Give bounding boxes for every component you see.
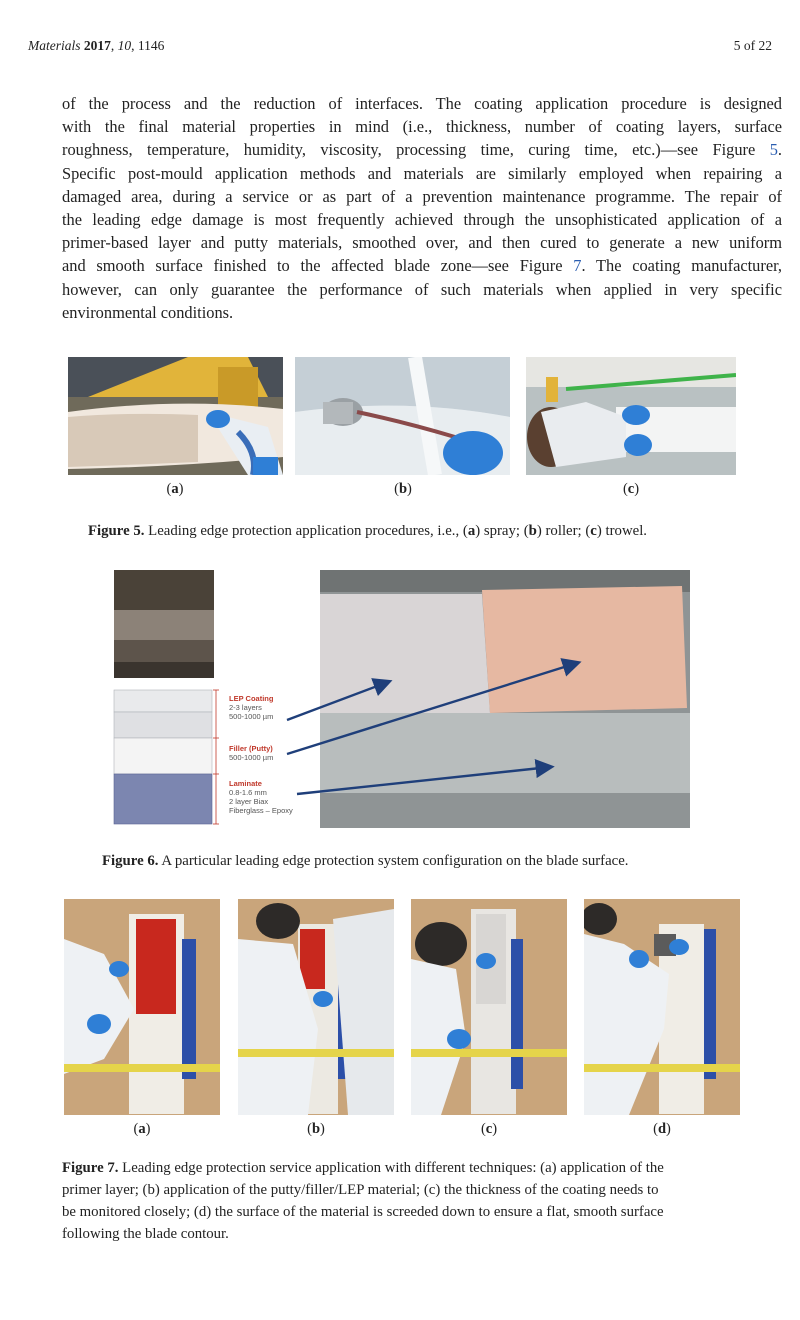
body-line: damaged area, during a service or as part of a prevention maintenance programme. The repair of [62,186,782,206]
figure-5c-label: (c) [622,481,640,497]
body-line: the leading edge damage is most frequently achieved through the unsophisticated application of a [62,210,782,230]
body-paragraph [62,92,782,324]
figure-6-arrows [112,568,692,830]
figure-7-caption-line: be monitored closely; (d) the surface of the material is screeded down to ensure a flat, smooth surface [62,1204,664,1220]
figure-5b-roller-photo [295,357,510,475]
figure-5b-label: (b) [394,481,412,497]
body-line-text: roughness, temperature, humidity, viscosity, processing time, curing time, etc.)—see Figure [62,140,756,160]
running-header-citation: Materials 2017, 10, 1146 [28,38,165,53]
figure-7a-photo [64,899,220,1115]
figure-7-caption [62,1157,782,1245]
figure-6-layer-diagram [112,568,692,830]
figure-5a-label: (a) [166,481,184,497]
body-line-tail: . The coating manufacturer, [581,256,782,276]
article-number: 1146 [137,38,165,53]
body-line: with the final material properties in mind (i.e., thickness, number of coating layers, surface [62,117,782,137]
figure-7-link[interactable]: 7 [573,256,582,276]
body-line: Specific post-mould application methods and materials are similarly employed when repairing a [62,163,782,183]
journal-name: Materials [28,38,81,53]
legend-lep-coating: LEP Coating 2-3 layers 500-1000 µm [229,694,274,721]
page-number: 5 of 22 [733,38,772,53]
figure-5c-trowel-photo [526,357,736,475]
figure-7-caption-line: following the blade contour. [62,1226,229,1242]
figure-7d-photo [584,899,740,1115]
figure-7c-label: (c) [480,1121,498,1137]
figure-7c-photo [411,899,567,1115]
figure-6-caption: Figure 6. A particular leading edge protection system configuration on the blade surface. [102,853,629,869]
journal-year: 2017 [83,38,111,53]
figure-7d-label: (d) [653,1121,671,1137]
figure-5-caption: Figure 5. Leading edge protection application procedures, i.e., (a) spray; (b) roller; (c) trowel. [88,523,648,539]
body-line: environmental conditions. [62,302,234,322]
body-line: however, can only guarantee the performance of such materials when applied in very specific [62,279,782,299]
figure-7b-photo [238,899,394,1115]
legend-filler-putty: Filler (Putty) 500-1000 µm [229,744,274,762]
figure-7a-label: (a) [133,1121,151,1137]
body-line: primer-based layer and putty materials, smoothed over, and then cured to generate a new uniform [62,233,782,253]
body-line: of the process and the reduction of interfaces. The coating application procedure is designed [62,94,782,113]
figure-7-caption-line: Leading edge protection service application with different techniques: (a) application of the [118,1160,664,1176]
body-line-text: and smooth surface finished to the affected blade zone—see Figure [62,256,563,276]
figure-7-caption-line: primer layer; (b) application of the putty/filler/LEP material; (c) the thickness of the coating needs to [62,1182,659,1198]
figure-7-caption-label: Figure 7. [62,1160,119,1176]
body-line [62,138,782,161]
body-line-tail: . [777,140,782,160]
journal-volume: 10 [117,38,132,53]
figure-5-link[interactable]: 5 [769,140,778,160]
body-line [62,254,782,277]
legend-laminate: Laminate 0.8-1.6 mm 2 layer Biax Fiberglass – Epoxy [229,779,293,815]
figure-7b-label: (b) [307,1121,325,1137]
figure-5a-spray-photo [68,357,283,475]
